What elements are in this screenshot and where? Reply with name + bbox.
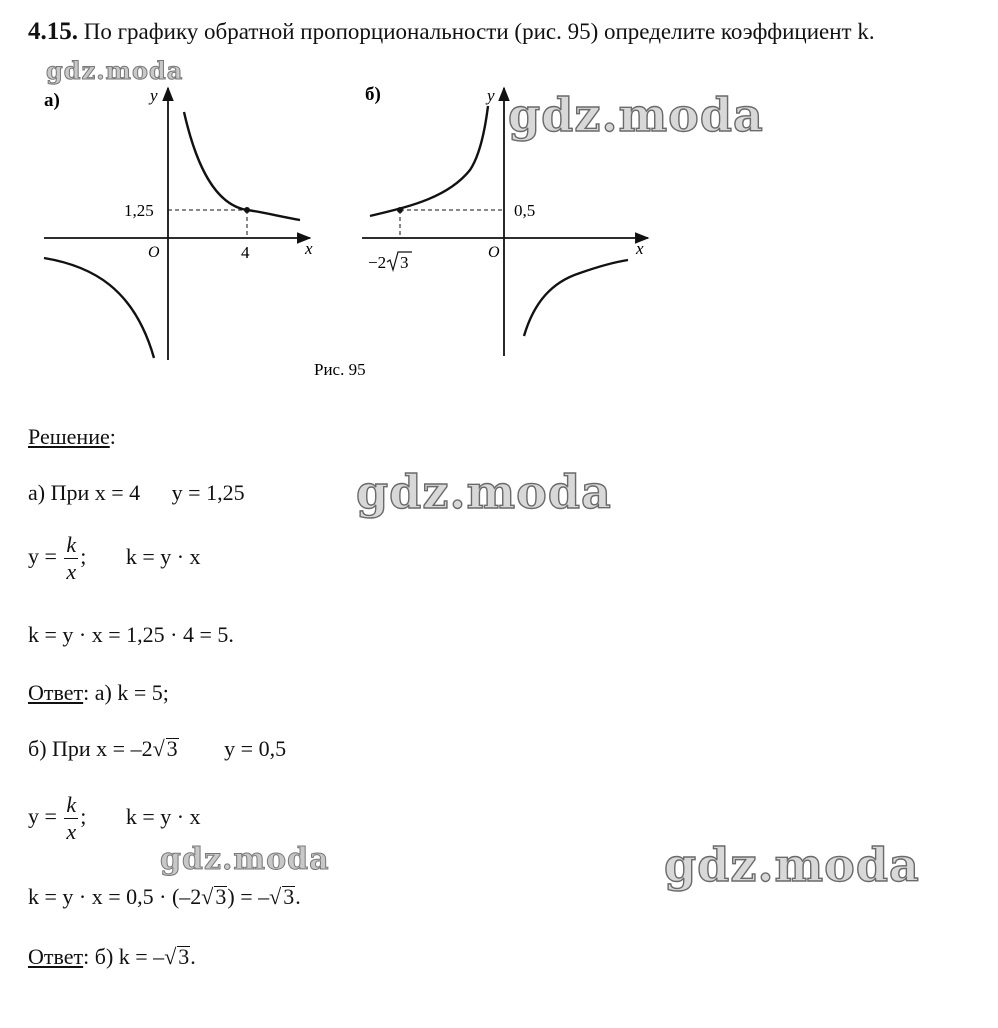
fraction: $\frac{k}{x}$ <box>66 792 77 844</box>
watermark: gdz.moda <box>508 88 764 142</box>
graph-b <box>362 84 648 356</box>
part-b-formula: y = $\frac{k}{x}$ ; k = y · x <box>28 792 201 844</box>
hyperbola-branch-1 <box>184 112 300 220</box>
formula-k: k = y · x <box>125 543 201 569</box>
y-tick-label: 1,25 <box>124 201 154 220</box>
hyperbola-branch-2 <box>370 106 488 216</box>
part-b-answer: Ответ: б) k = –√3. <box>28 944 196 969</box>
watermark: gdz.moda <box>46 56 184 85</box>
part-a-formula: y = $\frac{k}{x}$ ; k = y · x <box>28 532 201 584</box>
answer-label: Ответ <box>28 944 84 969</box>
axis-y-label: y <box>150 86 158 105</box>
part-b-calculation: k = y · x = 0,5 · (–2√3) = –√3. <box>28 884 301 909</box>
problem-number: 4.15. <box>28 18 78 45</box>
x-tick-label-prefix: −2 <box>368 253 387 272</box>
formula-k: k = y · x <box>125 803 201 829</box>
point-marker <box>244 207 250 213</box>
solution-heading-text: Решение <box>28 424 110 449</box>
graph-b-label: б) <box>365 84 381 105</box>
figure-caption: Рис. 95 <box>314 360 366 379</box>
figure-95 <box>0 0 998 400</box>
graph-a <box>44 86 313 360</box>
watermark: gdz.moda <box>356 465 612 519</box>
point-marker <box>397 207 403 213</box>
axis-x-label: x <box>305 239 313 258</box>
origin-label: O <box>488 244 500 261</box>
solution-heading: Решение: <box>28 424 116 449</box>
x-tick-label: 4 <box>241 243 250 262</box>
part-a-calculation: k = y · x = 1,25 · 4 = 5. <box>28 622 234 647</box>
hyperbola-branch-4 <box>524 260 628 336</box>
part-b-given: б) При x = –2√3 y = 0,5 <box>28 736 287 761</box>
axis-y-label: y <box>487 86 495 105</box>
part-a-answer: Ответ: а) k = 5; <box>28 680 169 705</box>
x-tick-label-radicand: 3 <box>400 253 409 272</box>
given-y: y = 0,5 <box>224 736 287 761</box>
problem-text: По графику обратной пропорциональности (рис. 95) определите коэффициент k. <box>83 19 875 44</box>
answer-label: Ответ <box>28 680 84 705</box>
watermark: gdz.moda <box>160 842 330 877</box>
hyperbola-branch-3 <box>44 258 154 358</box>
watermark: gdz.moda <box>664 838 920 892</box>
origin-label: O <box>148 244 160 261</box>
given-y: y = 1,25 <box>171 480 245 505</box>
part-a-given <box>28 480 245 506</box>
fraction: $\frac{k}{x}$ <box>66 532 77 584</box>
graph-a-label: а) <box>44 90 60 111</box>
given-x: а) При x = 4 <box>28 480 141 505</box>
y-tick-label: 0,5 <box>514 201 536 220</box>
axis-x-label: x <box>636 239 644 258</box>
